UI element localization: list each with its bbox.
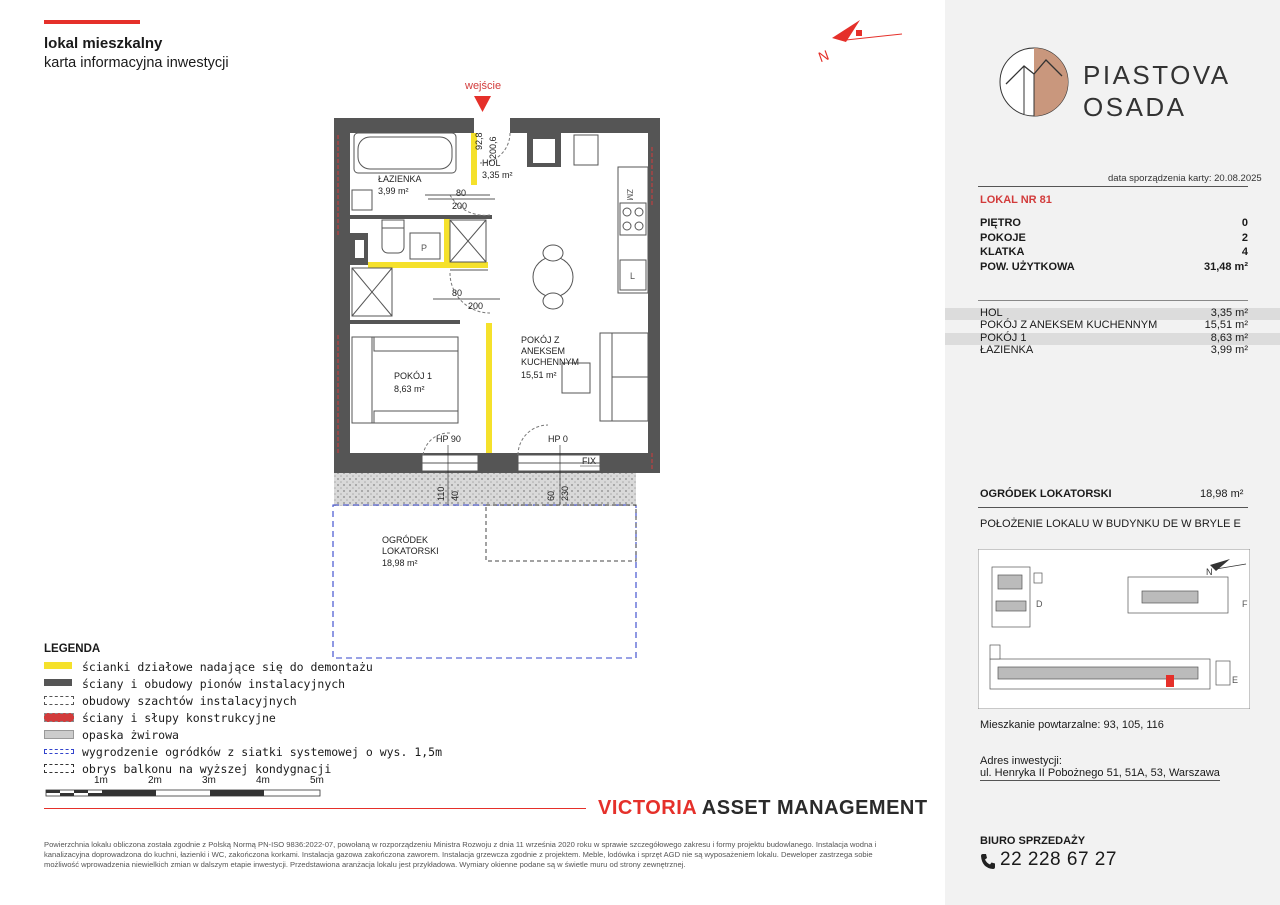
wall-top-left — [334, 118, 474, 133]
scale-labels — [44, 775, 334, 787]
washer-label: P — [421, 243, 428, 253]
partition-yellow-4 — [486, 323, 492, 453]
wall-bottom — [334, 453, 660, 473]
site-label-f: F — [1242, 599, 1248, 609]
room-value: 8,63 m² — [1210, 332, 1248, 344]
company-name-1: VICTORIA — [598, 797, 697, 819]
unit-label: LOKAL NR 81 — [980, 194, 1052, 206]
wall-right — [648, 118, 660, 473]
disclaimer: Powierzchnia lokalu obliczona została zgodnie z Polską Normą PN-ISO 9836:2022-07, powołaną w rozporządzeniu Ministra Rozwoju z dnia 11 września 2020 roku w sprawie szczegółowego zakresu i formy projektu budowlanego. Instalacja wodna i kanalizacyjna doprowadzona do kuchni, łazienki i WC, zakończona korkami. Instalacja gazowa zakończona zaworem. Instalacja grzewcza zgodnie z projektem. Meble, lodówka i sprzęt AGD nie są wyposażeniem lokalu. Deweloper zastrzega sobie możliwość wprowadzenia niewielkich zmian w dalszym etapie inwestycji. Przedstawiona aranżacja lokalu jest przykładowa. Wymiary okienne podane są w świetle muru od strony zewnętrznej. — [44, 840, 877, 869]
legend-text: wygrodzenie ogródków z siatki systemowej o wys. 1,5m — [82, 745, 443, 759]
page-title: lokal mieszkalny — [44, 35, 163, 52]
garden-name-1: OGRÓDEK — [382, 535, 429, 545]
site-label-n: N — [1206, 567, 1213, 577]
dim-door2-h: 200 — [468, 301, 484, 311]
room-label: ŁAZIENKA — [980, 344, 1034, 356]
param-row — [980, 246, 1248, 258]
room-label: POKÓJ 1 — [980, 332, 1027, 344]
scale-1m: 1m — [94, 775, 108, 786]
dim-door1-h: 200 — [452, 201, 468, 211]
dim-s4: 230 — [560, 485, 570, 501]
garden-fence — [333, 505, 636, 658]
hob — [620, 203, 646, 235]
param-value: 31,48 m² — [1203, 261, 1248, 273]
param-value: 2 — [1241, 232, 1248, 244]
room-value: 3,35 m² — [1210, 307, 1248, 319]
dim-s1: 110 — [436, 486, 446, 501]
legend-text: ściany i słupy konstrukcyjne — [82, 711, 276, 725]
site-label-d: D — [1036, 599, 1043, 609]
hp1-label: HP 90 — [436, 434, 461, 444]
room-value: 3,99 m² — [1210, 344, 1248, 356]
location-label: POŁOŻENIE LOKALU W BUDYNKU DE W BRYLE E — [980, 518, 1241, 530]
dim-door1-w: 80 — [456, 188, 467, 198]
legend-swatch — [44, 679, 72, 686]
logo-icon — [998, 44, 1070, 120]
room-value: 15,51 m² — [1204, 319, 1248, 331]
partition-yellow-2 — [444, 218, 450, 268]
address-label: Adres inwestycji: — [980, 755, 1062, 767]
balcony-outline — [486, 505, 636, 561]
garden-label: OGRÓDEK LOKATORSKI — [980, 488, 1112, 500]
dim-door2-w: 80 — [452, 288, 463, 298]
legend-text: obrys balkonu na wyższej kondygnacji — [82, 762, 332, 776]
brand-line-1: PIASTOVA — [1083, 60, 1231, 90]
param-label: PIĘTRO — [980, 217, 1021, 229]
floor-plan — [330, 75, 665, 665]
bath-area: 3,99 m² — [378, 186, 409, 196]
phone-icon — [980, 853, 996, 870]
partition-yellow-3 — [368, 262, 488, 268]
scale-3m: 3m — [202, 775, 216, 786]
legend-text: opaska żwirowa — [82, 728, 179, 742]
garden-name-2: LOKATORSKI — [382, 546, 439, 556]
fridge-label: L — [630, 271, 636, 281]
site-plan — [978, 549, 1250, 709]
legend-title: LEGENDA — [44, 643, 101, 655]
room-label: HOL — [980, 307, 1003, 319]
wall-left — [334, 118, 350, 473]
dim-d1: 92,8 — [474, 132, 484, 150]
param-value: 4 — [1241, 246, 1248, 258]
dim-s3: 60 — [546, 490, 556, 501]
scale-5m: 5m — [310, 775, 324, 786]
scale-4m: 4m — [256, 775, 270, 786]
living-area: 15,51 m² — [521, 370, 557, 380]
legend-swatch — [44, 696, 74, 705]
living-name-1: POKÓJ Z — [521, 335, 560, 345]
divider-top — [978, 186, 1248, 187]
divider-garden — [978, 507, 1248, 508]
hp2-label: HP 0 — [548, 434, 568, 444]
legend-swatch — [44, 730, 74, 739]
dim-s2: 40 — [450, 490, 460, 501]
sales-label: BIURO SPRZEDAŻY — [980, 835, 1086, 847]
garden-area: 18,98 m² — [382, 558, 418, 568]
address-value: ul. Henryka II Pobożnego 51, 51A, 53, Warszawa — [980, 767, 1220, 779]
legend-text: ściany i obudowy pionów instalacyjnych — [82, 677, 346, 691]
dim-d2: 200,6 — [488, 136, 498, 159]
room-row — [945, 345, 1280, 357]
hall-area: 3,35 m² — [482, 170, 513, 180]
bath-name: ŁAZIENKA — [378, 174, 422, 184]
param-value: 0 — [1241, 217, 1248, 229]
legend-swatch — [44, 764, 74, 773]
footer-line — [44, 808, 586, 809]
wall-top-right — [510, 118, 660, 133]
wardrobe-room1 — [352, 268, 392, 316]
param-row — [980, 261, 1248, 273]
zm-label: ZM — [625, 189, 634, 201]
param-label: POKOJE — [980, 232, 1026, 244]
legend-swatch — [44, 713, 74, 722]
company-name-2: ASSET MANAGEMENT — [701, 797, 928, 819]
coffee-table — [562, 363, 590, 393]
site-label-e: E — [1232, 675, 1239, 685]
phone-number[interactable]: 22 228 67 27 — [1000, 849, 1117, 870]
room-row — [945, 320, 1280, 332]
dining-table — [533, 257, 573, 297]
brand-line-2: OSADA — [1083, 92, 1187, 122]
scale-bar — [44, 789, 324, 797]
param-row — [980, 217, 1248, 229]
wardrobe-hall — [450, 220, 486, 262]
legend-text: ścianki działowe nadające się do demontażu — [82, 660, 373, 674]
header-accent-bar — [44, 20, 140, 24]
north-arrow-icon — [812, 18, 907, 66]
date-label: data sporządzenia karty: 20.08.2025 — [1108, 173, 1262, 184]
repeat-label: Mieszkanie powtarzalne: 93, 105, 116 — [980, 719, 1164, 731]
room-label: POKÓJ Z ANEKSEM KUCHENNYM — [980, 319, 1158, 331]
north-accent-dot — [856, 30, 862, 36]
unit-location-marker — [1166, 675, 1174, 687]
bath-sink — [352, 190, 372, 210]
north-label: N — [816, 46, 832, 66]
param-label: KLATKA — [980, 246, 1025, 258]
garden-value: 18,98 m² — [1200, 488, 1244, 500]
hall-name: HOL — [482, 158, 501, 168]
living-name-2: ANEKSEM — [521, 346, 566, 356]
legend-text: obudowy szachtów instalacyjnych — [82, 694, 297, 708]
living-name-3: KUCHENNYM — [521, 357, 580, 367]
legend-swatch — [44, 749, 74, 754]
room1-name: POKÓJ 1 — [394, 371, 433, 381]
legend-swatch — [44, 662, 72, 669]
page-subtitle: karta informacyjna inwestycji — [44, 55, 229, 71]
divider-mid — [978, 300, 1248, 301]
company-name — [598, 797, 928, 820]
scale-2m: 2m — [148, 775, 162, 786]
entrance-label: wejście — [465, 80, 502, 92]
fix-label: FIX — [582, 456, 597, 466]
room1-area: 8,63 m² — [394, 384, 425, 394]
param-row — [980, 232, 1248, 244]
param-label: POW. UŻYTKOWA — [980, 261, 1075, 273]
entrance-arrow-icon — [474, 96, 491, 112]
kitchen-sink — [574, 135, 598, 165]
